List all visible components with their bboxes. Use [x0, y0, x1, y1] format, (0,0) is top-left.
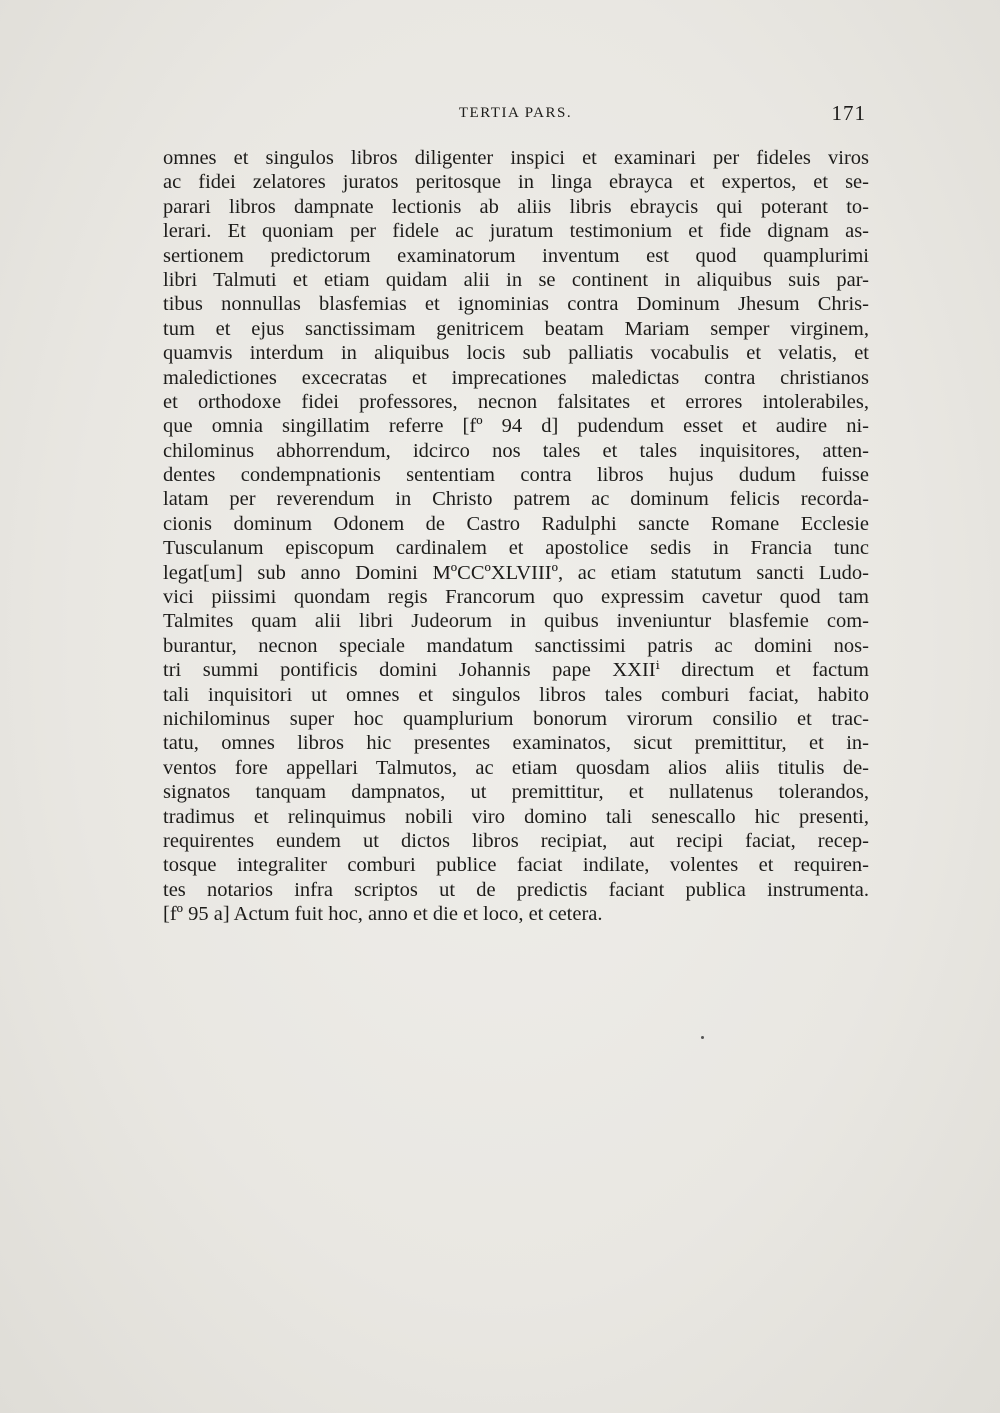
- text-line: tes notarios infra scriptos ut de predictis faciant publica instrumenta.: [163, 878, 869, 901]
- text-line: tosque integraliter comburi publice faciat indilate, volentes et requiren-: [163, 854, 869, 877]
- text-line: nichilominus super hoc quamplurium bonorum virorum consilio et trac-: [163, 707, 869, 730]
- text-line: chilominus abhorrendum, idcirco nos tales et tales inquisitores, atten-: [163, 439, 869, 462]
- text-line: tri summi pontificis domini Johannis pape XXIIⁱ directum et factum: [163, 659, 869, 682]
- text-line: sertionem predictorum examinatorum inventum est quod quamplurimi: [163, 244, 869, 267]
- text-line: latam per reverendum in Christo patrem ac dominum felicis recorda-: [163, 488, 869, 511]
- text-line: maledictiones excecratas et imprecationes maledictas contra christianos: [163, 366, 869, 389]
- text-line: ventos fore appellari Talmutos, ac etiam quosdam alios aliis titulis de-: [163, 756, 869, 779]
- text-line: signatos tanquam dampnatos, ut premittitur, et nullatenus tolerandos,: [163, 781, 869, 804]
- text-line: burantur, necnon speciale mandatum sanctissimi patris ac domini nos-: [163, 634, 869, 657]
- text-line: tali inquisitori ut omnes et singulos libros tales comburi faciat, habito: [163, 683, 869, 706]
- text-line: Tusculanum episcopum cardinalem et apostolice sedis in Francia tunc: [163, 537, 869, 560]
- text-line: legat[um] sub anno Domini MºCCºXLVIIIº, ac etiam statutum sancti Ludo-: [163, 561, 869, 584]
- body-text: [163, 146, 869, 927]
- running-head: [163, 101, 868, 131]
- text-line: vici piissimi quondam regis Francorum quo expressim cavetur quod tam: [163, 586, 869, 609]
- running-title: TERTIA PARS.: [458, 105, 573, 121]
- text-line: que omnia singillatim referre [fº 94 d] pudendum esset et audire ni-: [163, 415, 869, 438]
- text-line: tradimus et relinquimus nobili viro domino tali senescallo hic presenti,: [163, 805, 869, 828]
- paper-speck: [701, 1036, 704, 1039]
- text-line: omnes et singulos libros diligenter inspici et examinari per fideles viros: [163, 147, 869, 169]
- text-line: tibus nonnullas blasfemias et ignominias contra Dominum Jhesum Chris-: [163, 293, 869, 316]
- text-line: et orthodoxe fidei professores, necnon falsitates et errores intolerabiles,: [163, 390, 869, 413]
- text-line: [fº 95 a] Actum fuit hoc, anno et die et loco, et cetera.: [163, 903, 603, 926]
- text-line: ac fidei zelatores juratos peritosque in linga ebrayca et expertos, et se-: [163, 171, 869, 194]
- text-line: libri Talmuti et etiam quidam alii in se continent in aliquibus suis par-: [163, 268, 869, 291]
- text-line: requirentes eundem ut dictos libros recipiat, aut recipi faciat, recep-: [163, 829, 869, 852]
- text-line: tatu, omnes libros hic presentes examinatos, sicut premittitur, et in-: [163, 732, 869, 755]
- text-line: lerari. Et quoniam per fidele ac juratum testimonium et fide dignam as-: [163, 220, 869, 243]
- text-line: Talmites quam alii libri Judeorum in quibus inveniuntur blasfemie com-: [163, 610, 869, 633]
- text-line: dentes condempnationis sententiam contra libros hujus dudum fuisse: [163, 464, 869, 487]
- text-line: quamvis interdum in aliquibus locis sub palliatis vocabulis et velatis, et: [163, 342, 869, 365]
- text-line: tum et ejus sanctissimam genitricem beatam Mariam semper virginem,: [163, 317, 869, 340]
- page-number: 171: [831, 101, 866, 125]
- text-line: cionis dominum Odonem de Castro Radulphi sancte Romane Ecclesie: [163, 512, 869, 535]
- text-line: parari libros dampnate lectionis ab aliis libris ebraycis qui poterant to-: [163, 195, 869, 218]
